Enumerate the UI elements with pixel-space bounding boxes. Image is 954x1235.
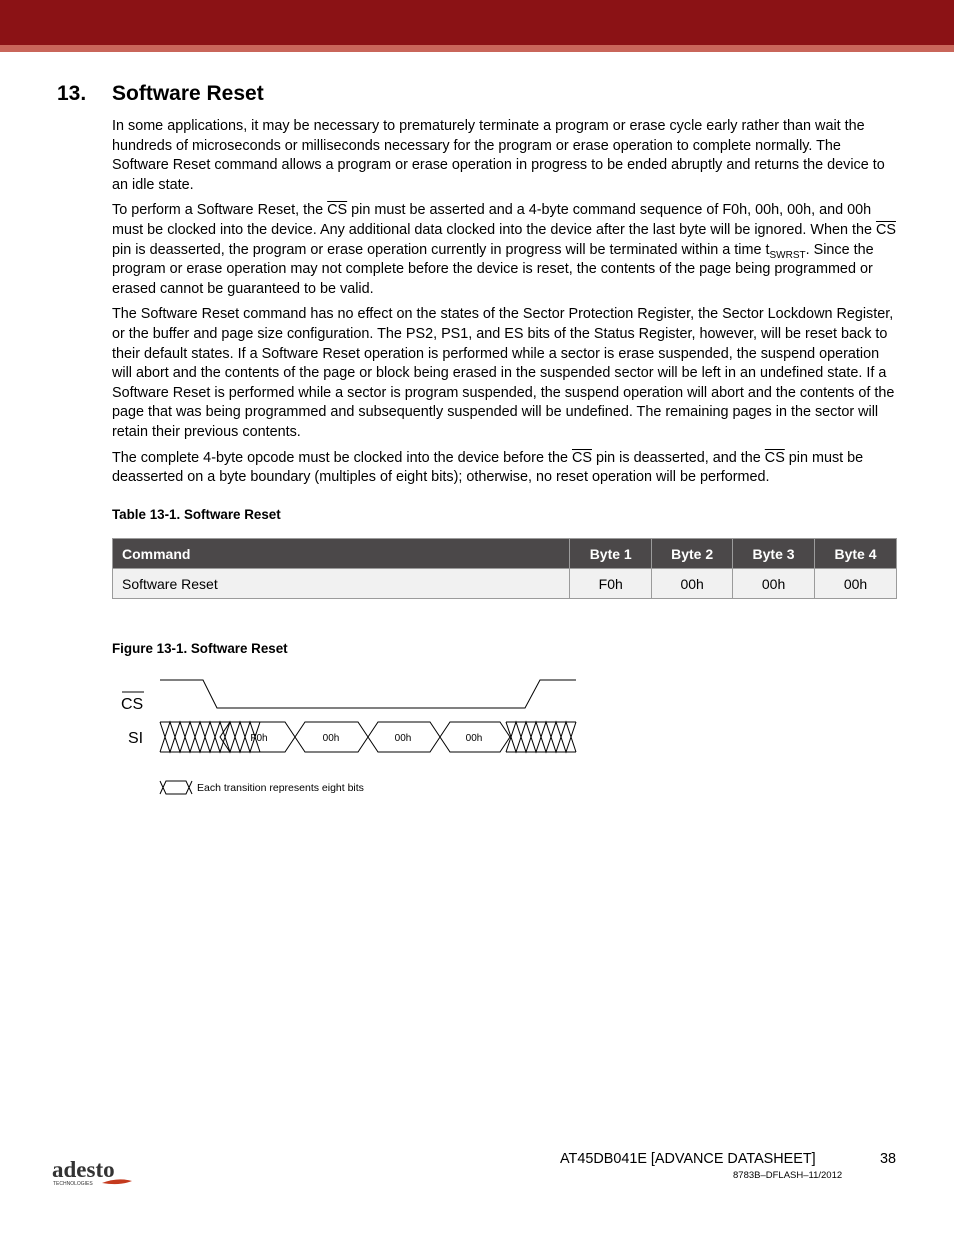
cell-byte-1: F0h xyxy=(570,569,652,599)
paragraph-3: The Software Reset command has no effect on the states of the Sector Protection Register, the Sector Lockdown Register, or the buffer and page size configuration. The PS2, PS1, and ES bits of the Status Register, however, will be reset back to their default states. If a Software Reset operation is performed while a sector is erase suspended, the suspend operation will abort and the contents of the page or block being erased in the suspended sector will be left in an undefined state. If a Software Reset is performed while a sector is program suspended, the suspend operation will abort and the contents of the page that was being programmed and subsequently suspended will be undefined. The remaining pages in the sector will retain their previous contents. xyxy=(112,306,895,440)
footer-title: AT45DB041E [ADVANCE DATASHEET] xyxy=(560,1151,816,1167)
cs-label: CS xyxy=(121,696,144,713)
section-number: 13. xyxy=(57,82,87,105)
tswrst-subscript: SWRST xyxy=(769,249,806,261)
legend-transition-icon xyxy=(160,781,192,794)
cell-command: Software Reset xyxy=(113,569,570,599)
logo-wordmark: adesto xyxy=(52,1157,115,1182)
byte-1-label: F0h xyxy=(250,733,268,744)
cs-overline-4: $\overline{CS}$ xyxy=(764,449,785,466)
timing-diagram xyxy=(100,670,590,800)
p2-text-c: pin is deasserted, the program or erase operation currently in progress will be terminated within a time t xyxy=(112,241,770,258)
si-waveform xyxy=(160,722,576,752)
header-bar xyxy=(0,0,954,45)
cell-byte-2: 00h xyxy=(652,569,733,599)
table-header-row xyxy=(113,539,897,569)
paragraph-4 xyxy=(112,449,896,488)
table-row xyxy=(113,569,897,599)
cell-byte-4: 00h xyxy=(815,569,897,599)
table-caption: Table 13-1. Software Reset xyxy=(112,507,281,522)
header-byte-4: Byte 4 xyxy=(815,539,897,569)
cs-waveform xyxy=(160,680,576,708)
page-number: 38 xyxy=(880,1151,897,1167)
header-byte-3: Byte 3 xyxy=(733,539,815,569)
document-code: 8783B–DFLASH–11/2012 xyxy=(733,1170,843,1181)
p4-text-b: pin is deasserted, and the xyxy=(591,449,765,466)
header-stripe xyxy=(0,45,954,52)
adesto-logo xyxy=(52,1157,142,1191)
p2-text-d: . Since the program or erase operation may not complete before the device is reset, the contents of the page being programmed or erased cannot be guaranteed to be valid. xyxy=(112,241,874,297)
byte-4-label: 00h xyxy=(465,733,483,744)
cs-overline-1: $\overline{CS}$ xyxy=(327,202,348,219)
header-command: Command xyxy=(113,539,570,569)
byte-2-label: 00h xyxy=(322,733,340,744)
p4-text-c: pin must be deasserted on a byte boundary (multiples of eight bits); otherwise, no reset operation will be performed. xyxy=(112,449,864,486)
section-heading xyxy=(57,82,264,106)
cs-overline-3: $\overline{CS}$ xyxy=(571,449,592,466)
software-reset-table xyxy=(112,538,897,599)
paragraph-1: In some applications, it may be necessary to prematurely terminate a program or erase cycle early rather than wait the hundreds of microseconds or milliseconds necessary for the program or erase operation to complete normally. The Software Reset command allows a program or erase operation in progress to be ended abruptly and returns the device to an idle state. xyxy=(112,118,885,193)
p2-text-b: pin must be asserted and a 4-byte command sequence of F0h, 00h, 00h, and 00h must be clocked into the device. Any additional data clocked into the device after the last byte will be ignored. When the xyxy=(112,202,876,238)
cell-byte-3: 00h xyxy=(733,569,815,599)
figure-caption: Figure 13-1. Software Reset xyxy=(112,641,288,656)
section-title: Software Reset xyxy=(112,82,264,105)
body-text xyxy=(112,117,896,494)
legend-text: Each transition represents eight bits xyxy=(197,782,364,794)
logo-subtitle: TECHNOLOGIES xyxy=(53,1181,93,1187)
header-byte-1: Byte 1 xyxy=(570,539,652,569)
si-label: SI xyxy=(128,730,144,747)
paragraph-2 xyxy=(112,201,896,299)
p4-text-a: The complete 4-byte opcode must be clocked into the device before the xyxy=(112,449,572,466)
cs-overline-2: $\overline{CS}$ xyxy=(875,221,896,238)
byte-3-label: 00h xyxy=(394,733,412,744)
header-byte-2: Byte 2 xyxy=(652,539,733,569)
p2-text-a: To perform a Software Reset, the xyxy=(112,202,328,219)
